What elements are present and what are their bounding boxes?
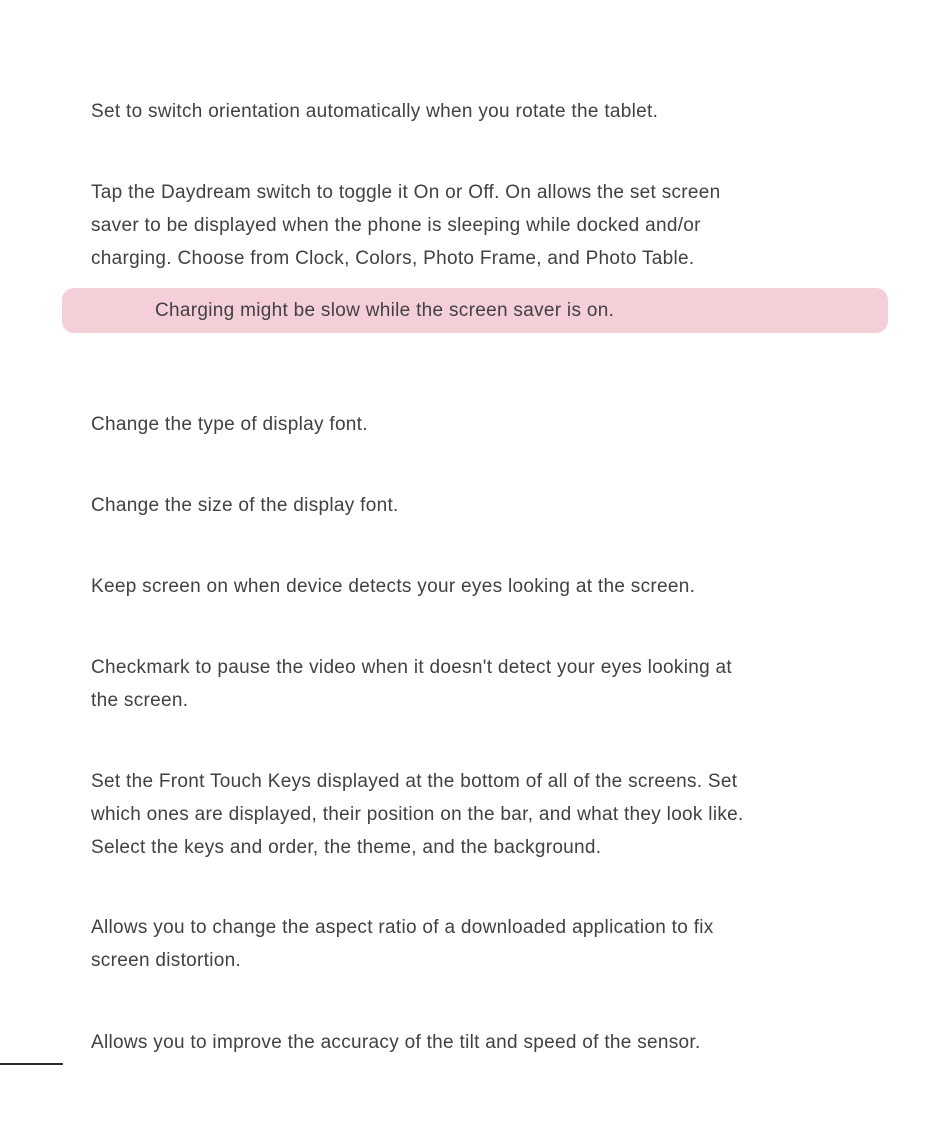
paragraph-line: Allows you to improve the accuracy of the tilt and speed of the sensor. [91,1032,701,1053]
paragraph-line: which ones are displayed, their position on the bar, and what they look like. [91,804,744,825]
paragraph-line: Change the size of the display font. [91,495,399,516]
paragraph-line: saver to be displayed when the phone is sleeping while docked and/or [91,215,701,236]
note-highlight-box [62,288,888,333]
paragraph-line: charging. Choose from Clock, Colors, Photo Frame, and Photo Table. [91,248,695,269]
paragraph-line: Keep screen on when device detects your eyes looking at the screen. [91,576,696,597]
table-border-fragment [0,1063,63,1065]
paragraph-line: Checkmark to pause the video when it doesn't detect your eyes looking at [91,657,732,678]
paragraph-line: Select the keys and order, the theme, and the background. [91,837,602,858]
paragraph-line: Set the Front Touch Keys displayed at the bottom of all of the screens. Set [91,771,738,792]
paragraph-line: screen distortion. [91,950,242,971]
paragraph-line: Tap the Daydream switch to toggle it On or Off. On allows the set screen [91,182,721,203]
paragraph-line: Allows you to change the aspect ratio of a downloaded application to fix [91,917,714,938]
paragraph-line: the screen. [91,690,189,711]
note-text: Charging might be slow while the screen saver is on. [155,299,615,321]
paragraph-line: Set to switch orientation automatically when you rotate the tablet. [91,101,659,122]
paragraph-line: Change the type of display font. [91,414,368,435]
